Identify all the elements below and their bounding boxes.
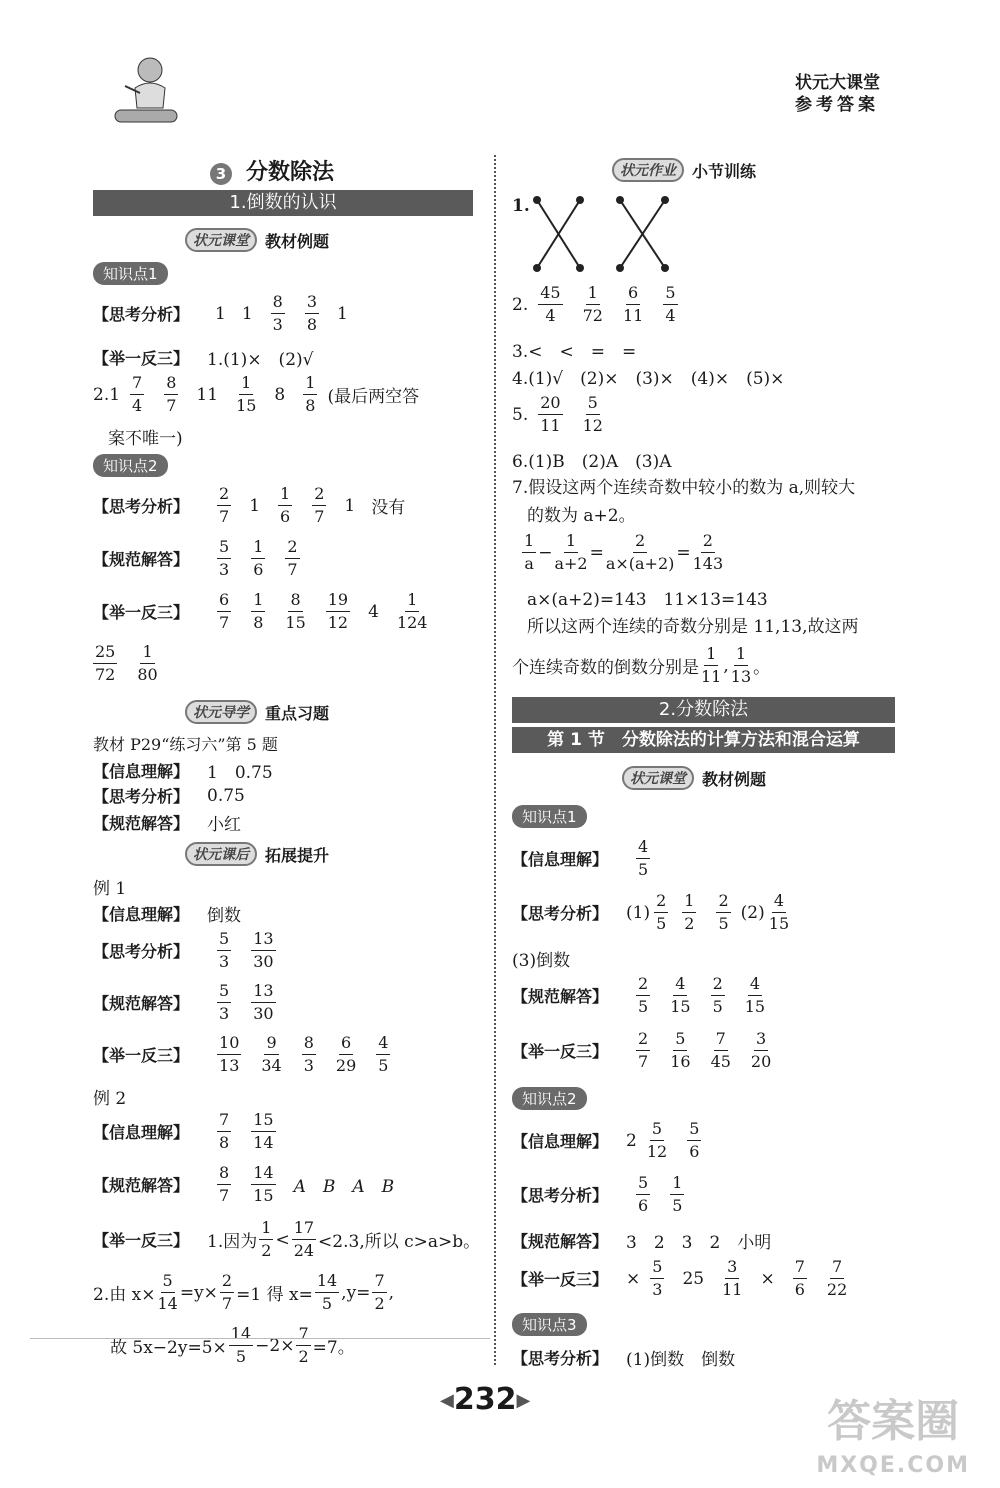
question-number: 1. (512, 196, 530, 216)
right-arrow-icon: ▶ (516, 1390, 531, 1411)
fraction: $\frac{5}{16}$ (670, 1029, 691, 1071)
value: × (626, 1268, 641, 1289)
header-title (795, 72, 880, 116)
answer-text: 2.1 (93, 384, 121, 405)
tag-banner (185, 228, 329, 252)
answer-text: 6.(1)B (2)A (3)A (512, 452, 672, 472)
answer-text: 2.由 x× (93, 1285, 156, 1305)
answer-row (93, 374, 419, 415)
row-label: 【思考分析】 (93, 305, 190, 324)
fraction: $\frac{1}{a}$ (524, 531, 535, 573)
chapter-heading (210, 155, 334, 186)
fraction: $\frac{5}{3}$ (652, 1257, 663, 1299)
operator: − (538, 542, 553, 563)
fraction: $\frac{8}{7}$ (166, 373, 177, 415)
answer-text: 3.< < = = (512, 342, 637, 362)
fraction: $\frac{3}{11}$ (722, 1257, 743, 1299)
fraction: $\frac{1}{8}$ (253, 590, 264, 632)
answer-note: (最后两空答 (327, 387, 420, 407)
answer-row (93, 591, 437, 632)
fraction: $\frac{1}{8}$ (305, 373, 316, 415)
chapter-title: 分数除法 (246, 160, 335, 185)
answer-text: 2. (512, 294, 529, 315)
fraction: $\frac{2}{5}$ (712, 974, 723, 1016)
fraction: $\frac{6}{11}$ (622, 283, 644, 325)
answer-row (512, 284, 688, 325)
equation-row (520, 532, 725, 573)
row-label: 【思考分析】 (512, 1349, 609, 1368)
answer-text: 小红 (207, 815, 242, 835)
answer-row (93, 1272, 394, 1313)
knowledge-point-badge: 知识点2 (93, 454, 168, 477)
value: 没有 (371, 498, 406, 518)
row-label: 【规范解答】 (512, 987, 609, 1006)
chapter-number: 3 (210, 163, 232, 185)
watermark (816, 1396, 970, 1488)
answer-text: 4.(1)√ (2)× (3)× (4)× (5)× (512, 369, 785, 389)
fraction: $\frac{15}{14}$ (253, 1110, 274, 1152)
fraction: $\frac{2}{7}$ (219, 484, 230, 526)
row-label: 【思考分析】 (93, 497, 190, 516)
row-label: 【规范解答】 (93, 550, 190, 569)
fraction: $\frac{7}{4}$ (132, 373, 143, 415)
row-label: 【思考分析】 (512, 1186, 609, 1205)
row-label: 【信息理解】 (512, 850, 609, 869)
row-label: 【规范解答】 (93, 1176, 190, 1195)
matching-diagram (525, 190, 685, 285)
page-number-value: 232 (453, 1382, 517, 1417)
row-label: 【规范解答】 (512, 1232, 609, 1251)
fraction: $\frac{1}{6}$ (253, 537, 264, 579)
fraction: $\frac{5}{3}$ (219, 981, 230, 1023)
fraction: $\frac{20}{11}$ (540, 393, 561, 435)
tag-text: 小节训练 (692, 161, 757, 181)
row-label: 【思考分析】 (512, 904, 609, 923)
fraction: $\frac{14}{5}$ (316, 1271, 338, 1313)
section-bar: 1.倒数的认识 (93, 190, 473, 216)
fraction: $\frac{7}{22}$ (826, 1257, 848, 1299)
fraction: $\frac{2}{5}$ (656, 891, 667, 933)
answer-row (512, 1345, 735, 1370)
row-label: 【举一反三】 (93, 349, 190, 368)
answer-row (93, 784, 245, 807)
answer-row (512, 975, 775, 1016)
answer-text: (1) (626, 902, 651, 923)
fraction: $\frac{6}{7}$ (219, 590, 230, 632)
header-series: 状元大课堂 (795, 73, 880, 93)
answer-text: 0.75 (207, 785, 245, 806)
fraction: $\frac{2}{7}$ (221, 1271, 233, 1313)
row-label: 【规范解答】 (93, 994, 190, 1013)
answer-row (512, 645, 770, 686)
value: 1 (249, 495, 261, 516)
fraction: $\frac{3}{20}$ (750, 1029, 772, 1071)
mascot-illustration (105, 48, 185, 138)
answer-row (93, 901, 241, 926)
fraction: $\frac{1}{13}$ (730, 644, 752, 686)
answer-text: <2.3,所以 c>a>b。 (318, 1232, 481, 1252)
row-label: 【信息理解】 (512, 1132, 609, 1151)
fraction: $\frac{8}{15}$ (285, 590, 306, 632)
fraction: $\frac{1}{5}$ (672, 1173, 683, 1215)
answer-text: 的数为 a+2。 (527, 506, 636, 526)
column-divider (494, 155, 496, 1365)
operator: = (676, 542, 691, 563)
tag-banner (612, 158, 756, 182)
answer-text: ,y= (341, 1282, 371, 1303)
answer-text: =7。 (312, 1338, 355, 1358)
answer-row (512, 1030, 781, 1071)
fraction: $\frac{7}{2}$ (374, 1271, 385, 1313)
answer-text: −2× (255, 1335, 295, 1356)
fraction: $\frac{9}{34}$ (261, 1033, 282, 1075)
row-label: 【思考分析】 (93, 942, 190, 961)
tag-banner (622, 766, 766, 790)
fraction: $\frac{2}{7}$ (638, 1029, 649, 1071)
answer-row (93, 485, 413, 526)
fraction: $\frac{5}{3}$ (219, 537, 230, 579)
row-label: 【举一反三】 (93, 1231, 190, 1250)
left-arrow-icon: ◀ (440, 1390, 454, 1411)
tag-banner (185, 842, 329, 866)
fraction: $\frac{13}{30}$ (253, 981, 274, 1023)
fraction: $\frac{2}{7}$ (314, 484, 325, 526)
answer-text: < (275, 1229, 290, 1250)
tag-banner (185, 700, 329, 724)
fraction: $\frac{1}{72}$ (582, 283, 603, 325)
answer-text: A B A B (293, 1177, 395, 1197)
value: 1 (337, 303, 348, 324)
fraction: $\frac{4}{5}$ (638, 837, 649, 879)
value: 8 (274, 384, 286, 405)
answer-text: (1)倒数 倒数 (626, 1350, 736, 1370)
fraction: $\frac{5}{6}$ (638, 1173, 649, 1215)
answer-row (93, 538, 310, 579)
fraction: $\frac{6}{29}$ (335, 1033, 357, 1075)
answer-row (110, 1325, 355, 1366)
answer-text: (2) (740, 902, 765, 923)
answer-text: 个连续奇数的倒数分别是 (512, 658, 699, 678)
fraction: $\frac{1}{6}$ (280, 484, 291, 526)
answer-row (512, 838, 660, 879)
answer-row (93, 930, 286, 971)
answer-row (93, 1164, 402, 1205)
answer-text: 1 0.75 (207, 763, 273, 783)
section-bar: 2.分数除法 (512, 697, 895, 723)
fraction: $\frac{2}{a\times(a+2)}$ (605, 531, 675, 573)
knowledge-point-badge: 知识点2 (512, 1087, 587, 1110)
answer-text: 1.(1)× (2)√ (207, 350, 314, 370)
value: × (760, 1268, 775, 1289)
fraction: $\frac{8}{3}$ (303, 1033, 314, 1075)
example-label: 例 2 (93, 1089, 127, 1109)
watermark-url: MXQE.COM (816, 1453, 970, 1478)
answer-row (93, 1219, 480, 1260)
answer-text: a×(a+2)=143 11×13=143 (527, 590, 768, 610)
header-subtitle: 参考答案 (795, 95, 879, 115)
value: 4 (368, 601, 379, 622)
answer-row (83, 643, 168, 684)
fraction: $\frac{5}{4}$ (665, 283, 676, 325)
tag-logo: 状元导学 (185, 700, 257, 724)
fraction: $\frac{1}{124}$ (396, 590, 428, 632)
fraction: $\frac{10}{13}$ (219, 1033, 240, 1075)
row-label: 【规范解答】 (93, 814, 190, 833)
fraction: $\frac{1}{2}$ (684, 891, 695, 933)
fraction: $\frac{8}{7}$ (219, 1163, 230, 1205)
answer-row (512, 892, 793, 933)
watermark-title: 答案圈 (827, 1396, 960, 1447)
fraction: $\frac{17}{24}$ (293, 1218, 315, 1260)
fraction: $\frac{7}{2}$ (298, 1324, 309, 1366)
fraction: $\frac{5}{12}$ (646, 1119, 668, 1161)
answer-row (93, 1034, 400, 1075)
answer-text: 所以这两个连续的奇数分别是 11,13,故这两 (527, 617, 859, 637)
row-label: 【举一反三】 (512, 1042, 609, 1061)
value: 11 (196, 384, 219, 405)
tag-logo: 状元作业 (612, 158, 684, 182)
fraction: $\frac{1}{11}$ (701, 644, 722, 686)
tag-text: 教材例题 (265, 231, 330, 251)
answer-row (512, 1174, 694, 1215)
knowledge-point-badge: 知识点1 (93, 262, 168, 285)
subsection-bar: 第 1 节 分数除法的计算方法和混合运算 (512, 727, 895, 753)
page-number (440, 1382, 530, 1417)
fraction: $\frac{4}{15}$ (744, 974, 766, 1016)
fraction: $\frac{25}{72}$ (95, 642, 116, 684)
fraction: $\frac{1}{15}$ (236, 373, 257, 415)
fraction: $\frac{2}{143}$ (692, 531, 724, 573)
fraction: $\frac{5}{14}$ (157, 1271, 178, 1313)
answer-row (512, 394, 613, 435)
tag-logo: 状元课后 (185, 842, 257, 866)
bottom-rule (30, 1338, 490, 1339)
value: 2 (626, 1130, 637, 1151)
answer-row (512, 1228, 771, 1253)
value: 1 (215, 303, 226, 324)
answer-row (512, 1120, 711, 1161)
answer-row (93, 758, 273, 783)
row-label: 【信息理解】 (93, 762, 190, 781)
answer-row (93, 1111, 286, 1152)
fraction: $\frac{2}{7}$ (287, 537, 298, 579)
fraction: $\frac{5}{3}$ (219, 929, 230, 971)
answer-row (93, 345, 313, 370)
answer-text: 5. (512, 404, 529, 425)
tag-logo: 状元课堂 (622, 766, 694, 790)
value: 25 (682, 1268, 705, 1289)
row-label: 【信息理解】 (93, 1123, 190, 1142)
operator: = (589, 542, 604, 563)
tag-logo: 状元课堂 (185, 228, 257, 252)
tag-text: 拓展提升 (265, 845, 330, 865)
answer-row (93, 293, 356, 334)
fraction: $\frac{45}{4}$ (540, 283, 561, 325)
answer-row (93, 810, 241, 835)
value: 1 (344, 495, 356, 516)
answer-row (512, 1258, 857, 1299)
fraction: $\frac{7}{8}$ (219, 1110, 230, 1152)
answer-text: =1 得 x= (236, 1285, 313, 1305)
answer-row (93, 982, 286, 1023)
answer-note: 案不唯一) (108, 429, 183, 449)
answer-text: 。 (753, 658, 771, 678)
row-label: 【举一反三】 (93, 603, 190, 622)
answer-text: 倒数 (207, 906, 242, 926)
example-label: 例 1 (93, 879, 127, 899)
fraction: $\frac{14}{5}$ (230, 1324, 252, 1366)
tag-text: 教材例题 (702, 769, 767, 789)
fraction: $\frac{5}{6}$ (689, 1119, 700, 1161)
answer-text: =y× (179, 1282, 218, 1303)
fraction: $\frac{14}{15}$ (253, 1163, 274, 1205)
answer-text: 1.因为 (207, 1232, 258, 1252)
knowledge-point-badge: 知识点1 (512, 805, 587, 828)
row-label: 【信息理解】 (93, 905, 190, 924)
answer-text: , (388, 1282, 395, 1303)
tag-text: 重点习题 (265, 703, 330, 723)
row-label: 【思考分析】 (93, 787, 190, 806)
fraction: $\frac{2}{5}$ (638, 974, 649, 1016)
fraction: $\frac{3}{8}$ (306, 292, 318, 334)
fraction: $\frac{7}{45}$ (710, 1029, 731, 1071)
row-label: 【举一反三】 (512, 1270, 609, 1289)
textbook-reference: 教材 P29“练习六”第 5 题 (93, 735, 278, 754)
fraction: $\frac{19}{12}$ (327, 590, 349, 632)
value: 1 (241, 303, 253, 324)
fraction: $\frac{2}{5}$ (718, 891, 729, 933)
answer-text: (3)倒数 (512, 951, 571, 971)
row-label: 【举一反三】 (93, 1046, 190, 1065)
fraction: $\frac{4}{5}$ (378, 1033, 389, 1075)
fraction: $\frac{4}{15}$ (670, 974, 691, 1016)
knowledge-point-badge: 知识点3 (512, 1313, 587, 1336)
fraction: $\frac{7}{6}$ (794, 1257, 805, 1299)
answer-text: 故 5x−2y=5× (110, 1338, 227, 1358)
fraction: $\frac{13}{30}$ (253, 929, 274, 971)
fraction: $\frac{4}{15}$ (768, 891, 790, 933)
fraction: $\frac{1}{80}$ (137, 642, 158, 684)
answer-text: , (723, 655, 729, 676)
fraction: $\frac{1}{2}$ (261, 1218, 272, 1260)
answer-text: 7.假设这两个连续奇数中较小的数为 a,则较大 (512, 478, 856, 498)
fraction: $\frac{1}{a+2}$ (554, 531, 588, 573)
fraction: $\frac{8}{3}$ (272, 292, 283, 334)
answer-text: 3 2 3 2 小明 (626, 1233, 772, 1253)
fraction: $\frac{5}{12}$ (582, 393, 603, 435)
